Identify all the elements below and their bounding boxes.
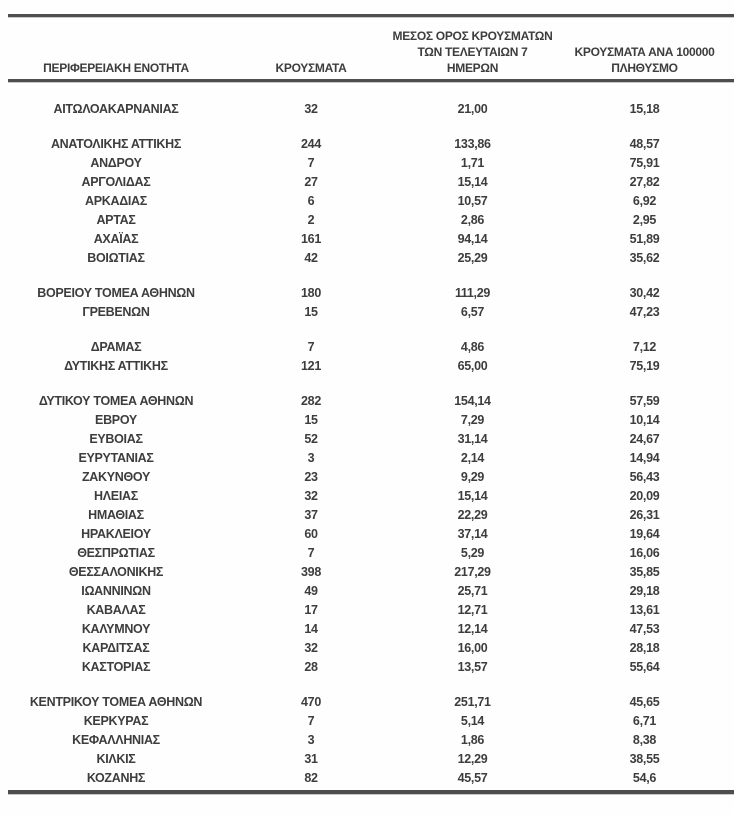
region-cell: ΚΕΦΑΛΛΗΝΙΑΣ bbox=[72, 733, 160, 747]
region-cell: ΑΧΑΪΑΣ bbox=[93, 232, 139, 246]
cases-per-100000-cell: 29,18 bbox=[629, 584, 660, 598]
cases-cell: 32 bbox=[304, 489, 318, 503]
avg-7-days-cell: 16,00 bbox=[457, 641, 488, 655]
cases-per-100000-cell: 26,31 bbox=[629, 508, 660, 522]
avg-7-days-cell: 31,14 bbox=[457, 432, 488, 446]
region-cell: ΚΑΒΑΛΑΣ bbox=[86, 603, 146, 617]
table-row bbox=[0, 582, 734, 601]
cases-per-100000-cell: 7,12 bbox=[632, 340, 657, 354]
avg-7-days-cell: 15,14 bbox=[457, 489, 488, 503]
region-cell: ΑΝΑΤΟΛΙΚΗΣ ΑΤΤΙΚΗΣ bbox=[50, 137, 182, 151]
region-group bbox=[0, 392, 734, 677]
avg-7-days-cell: 12,29 bbox=[457, 752, 488, 766]
cases-cell: 244 bbox=[301, 137, 321, 151]
region-cell: ΘΕΣΣΑΛΟΝΙΚΗΣ bbox=[68, 565, 164, 579]
region-cell: ΑΡΤΑΣ bbox=[96, 213, 136, 227]
avg-7-days-cell: 37,14 bbox=[457, 527, 488, 541]
cases-cell: 121 bbox=[301, 359, 321, 373]
header-avg-7-days-line3: ΗΜΕΡΩΝ bbox=[446, 61, 499, 75]
table-row bbox=[0, 303, 734, 322]
table-row bbox=[0, 284, 734, 303]
table-row bbox=[0, 357, 734, 376]
cases-per-100000-cell: 75,19 bbox=[629, 359, 660, 373]
cases-cell: 32 bbox=[304, 641, 318, 655]
avg-7-days-cell: 22,29 bbox=[457, 508, 488, 522]
avg-7-days-cell: 45,57 bbox=[457, 771, 488, 785]
region-cell: ΗΡΑΚΛΕΙΟΥ bbox=[81, 527, 151, 541]
avg-7-days-cell: 15,14 bbox=[457, 175, 488, 189]
cases-per-100000-cell: 57,59 bbox=[629, 394, 660, 408]
cases-cell: 23 bbox=[304, 470, 318, 484]
avg-7-days-cell: 4,86 bbox=[460, 340, 485, 354]
table-row bbox=[0, 468, 734, 487]
cases-cell: 52 bbox=[304, 432, 318, 446]
region-cell: ΑΝΔΡΟΥ bbox=[90, 156, 142, 170]
avg-7-days-cell: 1,86 bbox=[460, 733, 485, 747]
cases-per-100000-cell: 6,92 bbox=[632, 194, 657, 208]
cases-cell: 3 bbox=[307, 733, 315, 747]
cases-per-100000-cell: 2,95 bbox=[632, 213, 657, 227]
cases-per-100000-cell: 10,14 bbox=[629, 413, 660, 427]
table-row bbox=[0, 693, 734, 712]
region-cell: ΕΥΡΥΤΑΝΙΑΣ bbox=[78, 451, 154, 465]
table-row bbox=[0, 712, 734, 731]
avg-7-days-cell: 2,86 bbox=[460, 213, 485, 227]
table-row bbox=[0, 639, 734, 658]
header-cases-per-100000-line1: ΚΡΟΥΣΜΑΤΑ ΑΝΑ 100000 bbox=[574, 45, 715, 59]
cases-cell: 42 bbox=[304, 251, 318, 265]
avg-7-days-cell: 154,14 bbox=[454, 394, 491, 408]
cases-per-100000-cell: 45,65 bbox=[629, 695, 660, 709]
header-regional-unit bbox=[0, 60, 232, 79]
table-row bbox=[0, 449, 734, 468]
table-row bbox=[0, 487, 734, 506]
cases-cell: 282 bbox=[301, 394, 321, 408]
header-avg-7-days bbox=[390, 28, 555, 79]
avg-7-days-cell: 5,14 bbox=[460, 714, 485, 728]
table-row bbox=[0, 154, 734, 173]
region-group bbox=[0, 693, 734, 788]
avg-7-days-cell: 6,57 bbox=[460, 305, 485, 319]
region-cell: ΙΩΑΝΝΙΝΩΝ bbox=[81, 584, 151, 598]
avg-7-days-cell: 7,29 bbox=[460, 413, 485, 427]
cases-per-100000-cell: 56,43 bbox=[629, 470, 660, 484]
table-row bbox=[0, 658, 734, 677]
cases-per-100000-cell: 35,85 bbox=[629, 565, 660, 579]
cases-cell: 15 bbox=[304, 413, 318, 427]
region-cell: ΚΙΛΚΙΣ bbox=[96, 752, 136, 766]
table-row bbox=[0, 544, 734, 563]
cases-cell: 31 bbox=[304, 752, 318, 766]
cases-per-100000-cell: 19,64 bbox=[629, 527, 660, 541]
header-avg-7-days-line1: ΜΕΣΟΣ ΟΡΟΣ ΚΡΟΥΣΜΑΤΩΝ bbox=[392, 29, 553, 43]
table-row bbox=[0, 563, 734, 582]
cases-cell: 470 bbox=[301, 695, 321, 709]
cases-per-100000-cell: 35,62 bbox=[629, 251, 660, 265]
cases-cell: 7 bbox=[307, 714, 315, 728]
cases-cell: 32 bbox=[304, 102, 318, 116]
header-avg-7-days-line2: ΤΩΝ ΤΕΛΕΥΤΑΙΩΝ 7 bbox=[417, 45, 528, 59]
cases-cell: 161 bbox=[301, 232, 321, 246]
region-cell: ΚΑΡΔΙΤΣΑΣ bbox=[82, 641, 150, 655]
table-row bbox=[0, 411, 734, 430]
table-row bbox=[0, 392, 734, 411]
table-row bbox=[0, 731, 734, 750]
avg-7-days-cell: 2,14 bbox=[460, 451, 485, 465]
cases-per-100000-cell: 54,6 bbox=[632, 771, 657, 785]
cases-cell: 15 bbox=[304, 305, 318, 319]
region-cell: ΓΡΕΒΕΝΩΝ bbox=[82, 305, 150, 319]
avg-7-days-cell: 12,71 bbox=[457, 603, 488, 617]
table-row bbox=[0, 506, 734, 525]
avg-7-days-cell: 1,71 bbox=[460, 156, 485, 170]
table-row bbox=[0, 230, 734, 249]
cases-per-100000-cell: 20,09 bbox=[629, 489, 660, 503]
cases-cell: 82 bbox=[304, 771, 318, 785]
table-row bbox=[0, 135, 734, 154]
table-row bbox=[0, 173, 734, 192]
table-row bbox=[0, 620, 734, 639]
region-cell: ΖΑΚΥΝΘΟΥ bbox=[81, 470, 151, 484]
cases-per-100000-cell: 47,53 bbox=[629, 622, 660, 636]
region-cell: ΔΡΑΜΑΣ bbox=[90, 340, 142, 354]
cases-cell: 27 bbox=[304, 175, 318, 189]
table-body bbox=[0, 82, 734, 788]
cases-cell: 7 bbox=[307, 546, 315, 560]
cases-cell: 3 bbox=[307, 451, 315, 465]
cases-cell: 49 bbox=[304, 584, 318, 598]
cases-cell: 2 bbox=[307, 213, 315, 227]
cases-per-100000-cell: 14,94 bbox=[629, 451, 660, 465]
avg-7-days-cell: 5,29 bbox=[460, 546, 485, 560]
table-row bbox=[0, 338, 734, 357]
region-cell: ΒΟΡΕΙΟΥ ΤΟΜΕΑ ΑΘΗΝΩΝ bbox=[37, 286, 195, 300]
cases-cell: 60 bbox=[304, 527, 318, 541]
avg-7-days-cell: 9,29 bbox=[460, 470, 485, 484]
table-row bbox=[0, 750, 734, 769]
cases-per-100000-cell: 47,23 bbox=[629, 305, 660, 319]
region-cell: ΗΛΕΙΑΣ bbox=[94, 489, 138, 503]
region-cell: ΔΥΤΙΚΟΥ ΤΟΜΕΑ ΑΘΗΝΩΝ bbox=[38, 394, 194, 408]
avg-7-days-cell: 217,29 bbox=[454, 565, 491, 579]
region-cell: ΕΥΒΟΙΑΣ bbox=[89, 432, 143, 446]
region-cell: ΔΥΤΙΚΗΣ ΑΤΤΙΚΗΣ bbox=[64, 359, 168, 373]
cases-per-100000-cell: 15,18 bbox=[629, 102, 660, 116]
region-cell: ΑΡΚΑΔΙΑΣ bbox=[84, 194, 147, 208]
header-cases-per-100000-line2: ΠΛΗΘΥΣΜΟ bbox=[611, 61, 678, 75]
cases-per-100000-cell: 48,57 bbox=[629, 137, 660, 151]
region-cell: ΚΑΛΥΜΝΟΥ bbox=[81, 622, 151, 636]
cases-per-100000-cell: 8,38 bbox=[632, 733, 657, 747]
region-cell: ΑΙΤΩΛΟΑΚΑΡΝΑΝΙΑΣ bbox=[53, 102, 179, 116]
header-regional-unit-label: ΠΕΡΙΦΕΡΕΙΑΚΗ ΕΝΟΤΗΤΑ bbox=[43, 61, 189, 75]
cases-cell: 6 bbox=[307, 194, 315, 208]
table-row bbox=[0, 601, 734, 620]
table-row bbox=[0, 100, 734, 119]
cases-per-100000-cell: 13,61 bbox=[629, 603, 660, 617]
cases-per-100000-cell: 24,67 bbox=[629, 432, 660, 446]
header-cases-per-100000 bbox=[555, 44, 734, 79]
cases-per-100000-cell: 28,18 bbox=[629, 641, 660, 655]
region-cell: ΒΟΙΩΤΙΑΣ bbox=[87, 251, 145, 265]
cases-per-100000-cell: 30,42 bbox=[629, 286, 660, 300]
cases-cell: 398 bbox=[301, 565, 321, 579]
header-cases-label: ΚΡΟΥΣΜΑΤΑ bbox=[275, 61, 347, 75]
avg-7-days-cell: 251,71 bbox=[454, 695, 491, 709]
table-row bbox=[0, 430, 734, 449]
cases-cell: 37 bbox=[304, 508, 318, 522]
region-cell: ΑΡΓΟΛΙΔΑΣ bbox=[81, 175, 151, 189]
cases-per-100000-cell: 6,71 bbox=[632, 714, 657, 728]
region-cell: ΕΒΡΟΥ bbox=[95, 413, 137, 427]
region-cell: ΚΑΣΤΟΡΙΑΣ bbox=[81, 660, 151, 674]
region-cell: ΚΕΝΤΡΙΚΟΥ ΤΟΜΕΑ ΑΘΗΝΩΝ bbox=[29, 695, 203, 709]
cases-per-100000-cell: 16,06 bbox=[629, 546, 660, 560]
header-cases bbox=[232, 60, 390, 79]
table-header-row bbox=[0, 17, 734, 79]
cases-per-100000-cell: 38,55 bbox=[629, 752, 660, 766]
cases-per-100000-cell: 75,91 bbox=[629, 156, 660, 170]
avg-7-days-cell: 94,14 bbox=[457, 232, 488, 246]
region-group bbox=[0, 284, 734, 322]
avg-7-days-cell: 10,57 bbox=[457, 194, 488, 208]
table-row bbox=[0, 249, 734, 268]
cases-cell: 7 bbox=[307, 156, 315, 170]
region-cell: ΗΜΑΘΙΑΣ bbox=[88, 508, 144, 522]
table-row bbox=[0, 769, 734, 788]
region-group bbox=[0, 135, 734, 268]
table-row bbox=[0, 525, 734, 544]
table-bottom-rule bbox=[8, 790, 734, 794]
avg-7-days-cell: 25,71 bbox=[457, 584, 488, 598]
avg-7-days-cell: 21,00 bbox=[457, 102, 488, 116]
region-group bbox=[0, 338, 734, 376]
region-cell: ΚΕΡΚΥΡΑΣ bbox=[83, 714, 149, 728]
avg-7-days-cell: 13,57 bbox=[457, 660, 488, 674]
cases-cell: 180 bbox=[301, 286, 321, 300]
cases-cell: 14 bbox=[304, 622, 318, 636]
region-group bbox=[0, 100, 734, 119]
avg-7-days-cell: 111,29 bbox=[454, 286, 491, 300]
table-row bbox=[0, 192, 734, 211]
avg-7-days-cell: 25,29 bbox=[457, 251, 488, 265]
cases-per-100000-cell: 51,89 bbox=[629, 232, 660, 246]
cases-per-100000-cell: 55,64 bbox=[629, 660, 660, 674]
region-cell: ΚΟΖΑΝΗΣ bbox=[86, 771, 146, 785]
cases-cell: 7 bbox=[307, 340, 315, 354]
avg-7-days-cell: 12,14 bbox=[457, 622, 488, 636]
cases-cell: 28 bbox=[304, 660, 318, 674]
cases-per-100000-cell: 27,82 bbox=[629, 175, 660, 189]
cases-cell: 17 bbox=[304, 603, 318, 617]
region-cell: ΘΕΣΠΡΩΤΙΑΣ bbox=[77, 546, 155, 560]
avg-7-days-cell: 133,86 bbox=[454, 137, 491, 151]
avg-7-days-cell: 65,00 bbox=[457, 359, 488, 373]
table-row bbox=[0, 211, 734, 230]
